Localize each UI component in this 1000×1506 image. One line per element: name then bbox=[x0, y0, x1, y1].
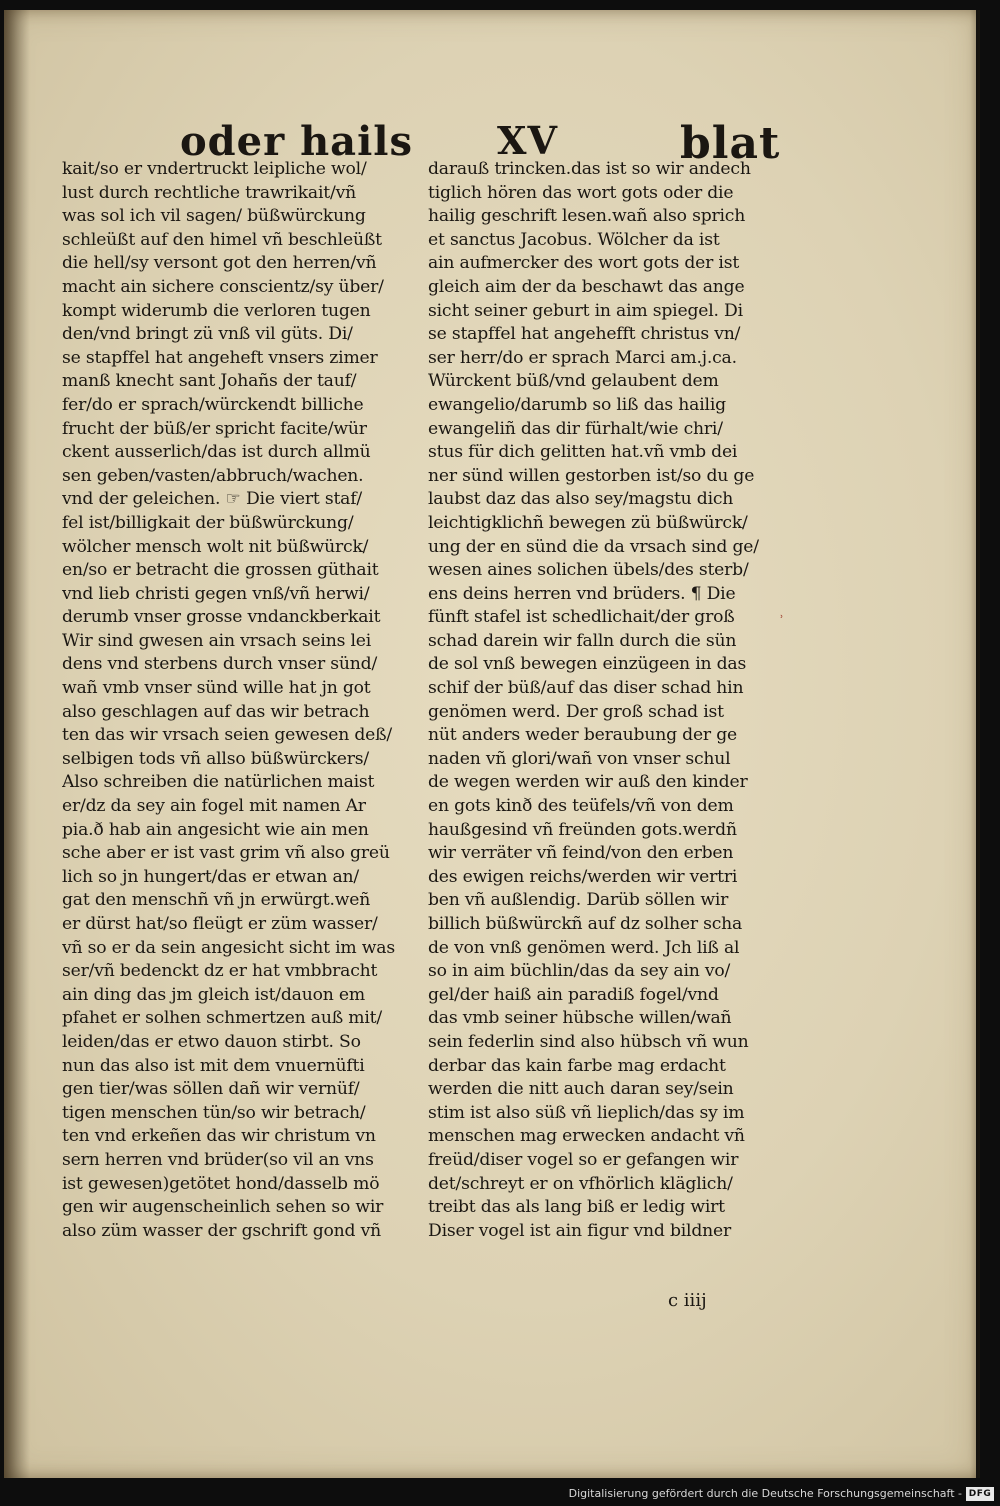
text-line: des ewigen reichs/werden wir vertri bbox=[428, 866, 738, 887]
text-line: was sol ich vil sagen/ büßwürckung bbox=[62, 206, 366, 227]
text-line: schleüßt auf den himel vñ beschleüßt bbox=[62, 229, 382, 250]
text-line: de von vnß genömen werd. Jch liß al bbox=[428, 937, 740, 958]
text-line: genömen werd. Der groß schad ist bbox=[428, 701, 724, 722]
text-column-right bbox=[428, 158, 788, 1243]
text-line: fünft stafel ist schedlichait/der groß bbox=[428, 607, 735, 628]
text-line: wañ vmb vnser sünd wille hat jn got bbox=[62, 678, 371, 699]
text-line: stim ist also süß vñ lieplich/das sy im bbox=[428, 1102, 745, 1123]
text-line: freüd/diser vogel so er gefangen wir bbox=[428, 1149, 739, 1170]
running-head-right: blat bbox=[680, 118, 781, 169]
text-line: ist gewesen)getötet hond/dasselb mö bbox=[62, 1173, 380, 1194]
text-line: sein federlin sind also hübsch vñ wun bbox=[428, 1031, 749, 1052]
text-line: also geschlagen auf das wir betrach bbox=[62, 701, 370, 722]
text-line: gel/der haiß ain paradiß fogel/vnd bbox=[428, 984, 719, 1005]
text-line: Diser vogel ist ain figur vnd bildner bbox=[428, 1220, 732, 1241]
text-line: Würckent büß/vnd gelaubent dem bbox=[428, 371, 719, 392]
text-line: wir verräter vñ feind/von den erben bbox=[428, 843, 734, 864]
text-line: menschen mag erwecken andacht vñ bbox=[428, 1126, 745, 1147]
text-line: ner sünd willen gestorben ist/so du ge bbox=[428, 465, 755, 486]
text-line: Also schreiben die natürlichen maist bbox=[62, 772, 375, 793]
text-column-left bbox=[62, 158, 422, 1243]
text-line: ben vñ außlendig. Darüb söllen wir bbox=[428, 890, 729, 911]
text-line: sche aber er ist vast grim vñ also greü bbox=[62, 843, 390, 864]
text-line: also züm wasser der gschrift gond vñ bbox=[62, 1220, 381, 1241]
text-line: treibt das als lang biß er ledig wirt bbox=[428, 1197, 725, 1218]
footer-credit: Digitalisierung gefördert durch die Deutsche Forschungsgemeinschaft - bbox=[568, 1487, 962, 1500]
text-line: dens vnd sterbens durch vnser sünd/ bbox=[62, 654, 378, 675]
text-line: de wegen werden wir auß den kinder bbox=[428, 772, 748, 793]
text-line: fel ist/billigkait der büßwürckung/ bbox=[62, 512, 354, 533]
text-line: tiglich hören das wort gots oder die bbox=[428, 182, 734, 203]
text-line: det/schreyt er on vfhörlich kläglich/ bbox=[428, 1173, 733, 1194]
text-line: sicht seiner geburt in aim spiegel. Di bbox=[428, 300, 743, 321]
text-line: den/vnd bringt zü vnß vil güts. Di/ bbox=[62, 324, 353, 345]
text-line: hailig geschrift lesen.wañ also sprich bbox=[428, 206, 746, 227]
text-line: frucht der büß/er spricht facite/wür bbox=[62, 418, 367, 439]
text-line: gen tier/was söllen dañ wir vernüf/ bbox=[62, 1079, 360, 1100]
text-line: laubst daz das also sey/magstu dich bbox=[428, 489, 734, 510]
text-line: ten vnd erkeñen das wir christum vn bbox=[62, 1126, 376, 1147]
footer-bar bbox=[0, 1478, 1000, 1506]
text-line: ser herr/do er sprach Marci am.j.ca. bbox=[428, 347, 737, 368]
text-line: wölcher mensch wolt nit büßwürck/ bbox=[62, 536, 369, 557]
text-line: et sanctus Jacobus. Wölcher da ist bbox=[428, 229, 720, 250]
text-line: schif der büß/auf das diser schad hin bbox=[428, 678, 744, 699]
text-line: stus für dich gelitten hat.vñ vmb dei bbox=[428, 442, 738, 463]
text-line: nun das also ist mit dem vnuernüfti bbox=[62, 1055, 365, 1076]
page-edge bbox=[970, 10, 980, 1478]
text-line: so in aim büchlin/das da sey ain vo/ bbox=[428, 961, 731, 982]
text-line: se stapffel hat angehefft christus vn/ bbox=[428, 324, 741, 345]
folio-number: XV bbox=[497, 118, 558, 163]
text-line: billich büßwürckñ auf dz solher scha bbox=[428, 914, 743, 934]
text-line: lust durch rechtliche trawrikait/vñ bbox=[62, 182, 356, 203]
text-line: ewangeliñ das dir fürhalt/wie chri/ bbox=[428, 418, 723, 439]
text-line: gen wir augenscheinlich sehen so wir bbox=[62, 1197, 384, 1218]
text-line: pfahet er solhen schmertzen auß mit/ bbox=[62, 1008, 382, 1029]
margin-mark: ˒ bbox=[780, 610, 784, 624]
text-line: selbigen tods vñ allso büßwürckers/ bbox=[62, 748, 369, 769]
text-line: werden die nitt auch daran sey/sein bbox=[428, 1079, 734, 1100]
text-line: de sol vnß bewegen einzügeen in das bbox=[428, 654, 747, 675]
text-line: ten das wir vrsach seien gewesen deß/ bbox=[62, 725, 393, 746]
text-line: tigen menschen tün/so wir betrach/ bbox=[62, 1102, 366, 1123]
text-line: ens deins herren vnd brüders. ¶ Die bbox=[428, 583, 736, 604]
text-line: er dürst hat/so fleügt er züm wasser/ bbox=[62, 914, 378, 934]
text-line: vnd lieb christi gegen vnß/vñ herwi/ bbox=[62, 583, 370, 604]
text-line: sen geben/vasten/abbruch/wachen. bbox=[62, 465, 364, 486]
text-line: en/so er betracht die grossen güthait bbox=[62, 560, 379, 581]
text-line: ewangelio/darumb so liß das hailig bbox=[428, 394, 726, 415]
text-line: er/dz da sey ain fogel mit namen Ar bbox=[62, 796, 366, 817]
text-line: ung der en sünd die da vrsach sind ge/ bbox=[428, 536, 759, 557]
text-line: vñ so er da sein angesicht sicht im was bbox=[62, 937, 395, 958]
signature-mark: c iiij bbox=[668, 1290, 707, 1311]
text-line: leiden/das er etwo dauon stirbt. So bbox=[62, 1031, 361, 1052]
text-line: gat den menschñ vñ jn erwürgt.weñ bbox=[62, 890, 371, 911]
text-line: vnd der geleichen. ☞ Die viert staf/ bbox=[62, 489, 362, 510]
text-line: derumb vnser grosse vndanckberkait bbox=[62, 607, 381, 628]
text-line: en gots kinð des teüfels/vñ von dem bbox=[428, 796, 734, 817]
text-line: haußgesind vñ freünden gots.werdñ bbox=[428, 819, 737, 840]
text-line: kait/so er vndertruckt leipliche wol/ bbox=[62, 159, 367, 179]
text-line: ain ding das jm gleich ist/dauon em bbox=[62, 984, 365, 1005]
text-line: naden vñ glori/wañ von vnser schul bbox=[428, 748, 731, 769]
text-line: nüt anders weder beraubung der ge bbox=[428, 725, 737, 746]
running-head-left: oder hails bbox=[180, 118, 414, 165]
text-line: leichtigklichñ bewegen zü büßwürck/ bbox=[428, 512, 748, 533]
text-line: wesen aines solichen übels/des sterb/ bbox=[428, 560, 749, 581]
text-line: sern herren vnd brüder(so vil an vns bbox=[62, 1149, 374, 1170]
text-line: gleich aim der da beschawt das ange bbox=[428, 276, 745, 297]
text-line: derbar das kain farbe mag erdacht bbox=[428, 1055, 726, 1076]
text-line: ain aufmercker des wort gots der ist bbox=[428, 253, 740, 274]
text-line: ckent ausserlich/das ist durch allmü bbox=[62, 442, 371, 463]
text-line: pia.ð hab ain angesicht wie ain men bbox=[62, 819, 369, 840]
text-line: fer/do er sprach/würckendt billiche bbox=[62, 394, 364, 415]
text-line: se stapffel hat angeheft vnsers zimer bbox=[62, 347, 378, 368]
text-line: darauß trincken.das ist so wir andech bbox=[428, 159, 751, 179]
text-line: lich so jn hungert/das er etwan an/ bbox=[62, 866, 360, 887]
dfg-logo: DFG bbox=[966, 1487, 994, 1501]
gutter-shadow bbox=[4, 10, 30, 1478]
text-line: das vmb seiner hübsche willen/wañ bbox=[428, 1008, 732, 1029]
text-line: macht ain sichere conscientz/sy über/ bbox=[62, 276, 384, 297]
text-line: ser/vñ bedenckt dz er hat vmbbracht bbox=[62, 961, 378, 982]
text-line: schad darein wir falln durch die sün bbox=[428, 630, 737, 651]
text-line: kompt widerumb die verloren tugen bbox=[62, 300, 371, 321]
text-line: Wir sind gwesen ain vrsach seins lei bbox=[62, 630, 372, 651]
text-line: die hell/sy versont got den herren/vñ bbox=[62, 253, 377, 274]
text-line: manß knecht sant Johañs der tauf/ bbox=[62, 371, 357, 392]
